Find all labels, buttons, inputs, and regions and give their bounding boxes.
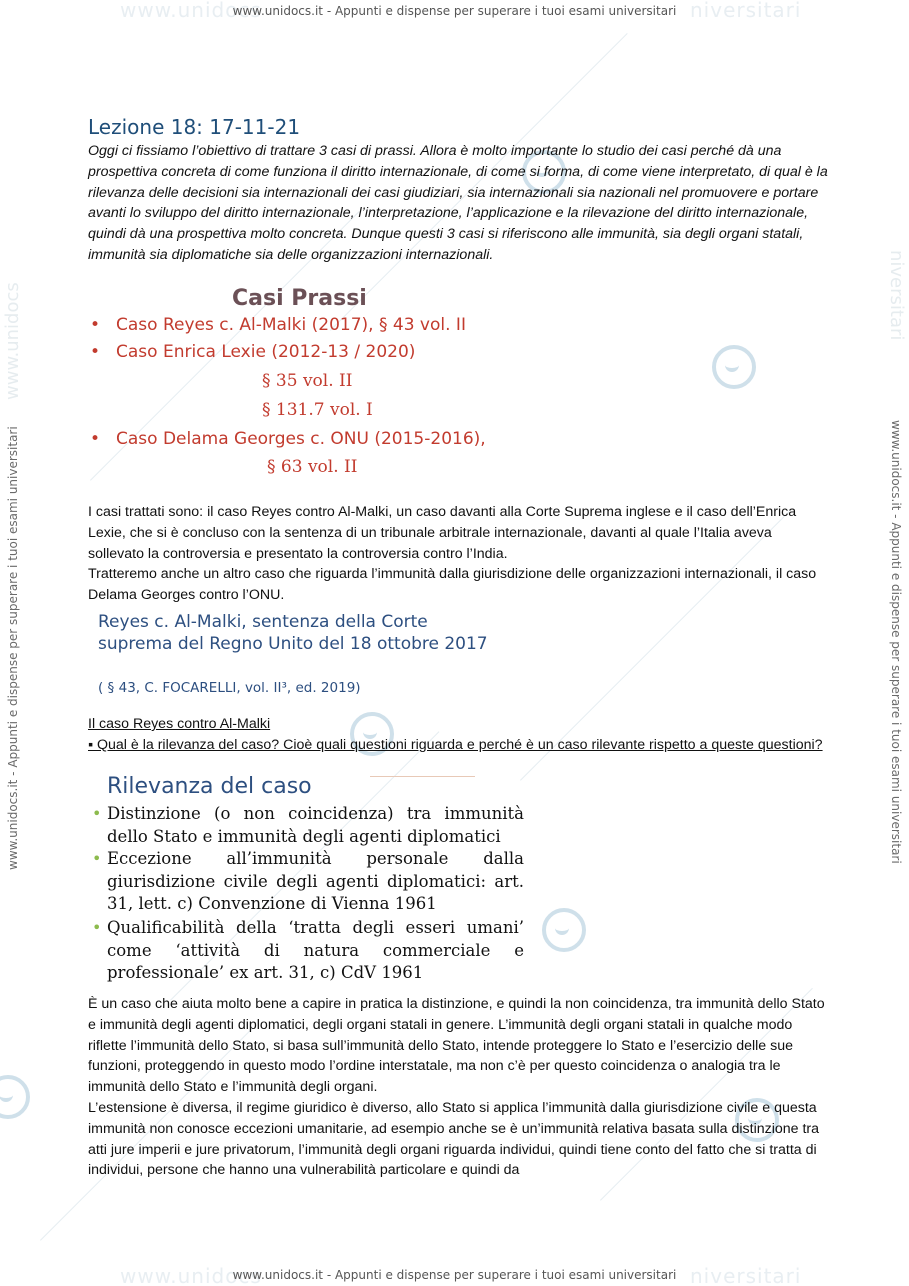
watermark-bottom: www.unidocs.it - Appunti e dispense per superare i tuoi esami universitari <box>232 1268 677 1282</box>
bullet-icon: • <box>90 315 101 335</box>
casi-ref: § 63 vol. II <box>267 457 358 477</box>
casi-item <box>90 342 415 362</box>
unidocs-logo-icon <box>712 345 756 389</box>
rilevanza-item-text: Qualificabilità della ‘tratta degli esseri umani’ come ‘attività di natura commerciale e professionale’ ex art. 31, c) CdV 1961 <box>107 918 524 983</box>
section-subheading: Il caso Reyes contro Al-Malki <box>88 716 271 732</box>
watermark-side-left: www.unidocs.it - Appunti e dispense per superare i tuoi esami universitari <box>6 426 20 870</box>
reyes-title-line: Reyes c. Al-Malki, sentenza della Corte <box>98 612 428 632</box>
tratteremo-paragraph: Tratteremo anche un altro caso che riguarda l’immunità dalla giurisdizione delle organizzazioni internazionali, il caso Delama Georges contro l’ONU. <box>88 566 817 603</box>
rilevanza-item-text: Eccezione all’immunità personale dalla giurisdizione civile degli agenti diplomatici: art. 31, lett. c) Convenzione di Vienna 1961 <box>107 849 524 914</box>
watermark-ghost: www.unidocs <box>120 0 262 22</box>
casi-item-label: Caso Reyes c. Al-Malki (2017), § 43 vol. II <box>116 315 466 335</box>
watermark-ghost-side: www.unidocs <box>2 282 23 400</box>
casi-ref: § 35 vol. II <box>262 371 353 391</box>
bullet-icon: • <box>90 429 101 449</box>
watermark-ghost-side: niversitari <box>886 250 907 341</box>
bullet-icon: • <box>92 918 102 937</box>
casi-item-label: Caso Delama Georges c. ONU (2015-2016), <box>116 429 486 449</box>
watermark-ghost: niversitari <box>690 0 802 22</box>
final-paragraph: L’estensione è diversa, il regime giuridico è diverso, allo Stato si applica l’immunità dalla giurisdizione civile e questa immunità non conosce eccezioni umanitarie, ad esempio anche se è un’immunità relativa basata sulla distinzione tra atti jure imperii e jure privatorum, l’immunità degli organi riguarda individui, quindi tiene conto del fatto che si tratta di individui, persone che hanno una vulnerabilità particolare e quindi da <box>88 1100 820 1179</box>
bullet-icon: • <box>92 849 102 868</box>
reyes-citation: ( § 43, C. FOCARELLI, vol. II³, ed. 2019) <box>98 680 361 696</box>
lesson-heading: Lezione 18: 17-11-21 <box>88 115 301 139</box>
rilevanza-item <box>92 848 524 916</box>
slide-divider <box>370 776 475 777</box>
unidocs-logo-icon <box>0 1075 30 1119</box>
casi-item-label: Caso Enrica Lexie (2012-13 / 2020) <box>116 342 416 362</box>
rilevanza-title: Rilevanza del caso <box>107 774 312 799</box>
casi-item <box>90 315 466 335</box>
bullet-icon: • <box>90 342 101 362</box>
casi-prassi-title: Casi Prassi <box>232 286 367 311</box>
unidocs-logo-icon <box>542 908 586 952</box>
bullet-icon: • <box>92 804 102 823</box>
rilevanza-item <box>92 803 524 848</box>
rilevanza-item <box>92 917 524 985</box>
watermark-top: www.unidocs.it - Appunti e dispense per superare i tuoi esami universitari <box>232 4 677 18</box>
reyes-title-line: suprema del Regno Unito del 18 ottobre 2017 <box>98 634 488 654</box>
final-paragraph: È un caso che aiuta molto bene a capire in pratica la distinzione, e quindi la non coincidenza, tra immunità dello Stato e immunità degli agenti diplomatici, degli organi statali in genere. L’immunità degli organi statali in qualche modo riflette l’immunità dello Stato, si basa sull’immunità dello Stato, intende proteggere lo Stato e l’esercizio delle sue funzioni, proteggendo in questo modo l’ordine interstatale, ma non c’è per questo coincidenza o analogia tra le immunità dello Stato e l’immunità degli organi. <box>88 996 825 1096</box>
watermark-ghost: www.unidocs <box>120 1264 262 1286</box>
casi-ref: § 131.7 vol. I <box>262 400 373 420</box>
cases-paragraph: I casi trattati sono: il caso Reyes contro Al-Malki, un caso davanti alla Corte Suprema inglese e il caso dell’Enrica Lexie, che si è concluso con la sentenza di un tribunale arbitrale internazionale, davanti al quale l’Italia aveva sollevato la controversia e presentato la controversia contro l’India. <box>88 504 797 562</box>
question-text: ▪ Qual è la rilevanza del caso? Cioè quali questioni riguarda e perché è un caso rilevante rispetto a queste questioni? <box>88 737 823 753</box>
intro-paragraph: Oggi ci fissiamo l’obiettivo di trattare 3 casi di prassi. Allora è molto importante lo studio dei casi perché dà una prospettiva concreta di come funziona il diritto internazionale, di come si forma, di come viene interpretato, di qual è la rilevanza delle decisioni sia internazionali dei casi giudiziari, sia internazionali sia nazionali nel promuovere e portare avanti lo sviluppo del diritto internazionale, l’interpretazione, l’applicazione e la rilevazione del diritto internazionale, quindi dà una prospettiva molto concreta. Dunque questi 3 casi si riferiscono alle immunità, sia degli organi statali, immunità sia diplomatiche sia delle organizzazioni internazionali. <box>88 143 828 263</box>
watermark-ghost: niversitari <box>690 1264 802 1286</box>
reyes-slide-title <box>98 611 488 655</box>
rilevanza-item-text: Distinzione (o non coincidenza) tra immunità dello Stato e immunità degli agenti diplomatici <box>107 804 524 846</box>
watermark-side-right: www.unidocs.it - Appunti e dispense per superare i tuoi esami universitari <box>889 420 903 864</box>
casi-item <box>90 429 486 449</box>
